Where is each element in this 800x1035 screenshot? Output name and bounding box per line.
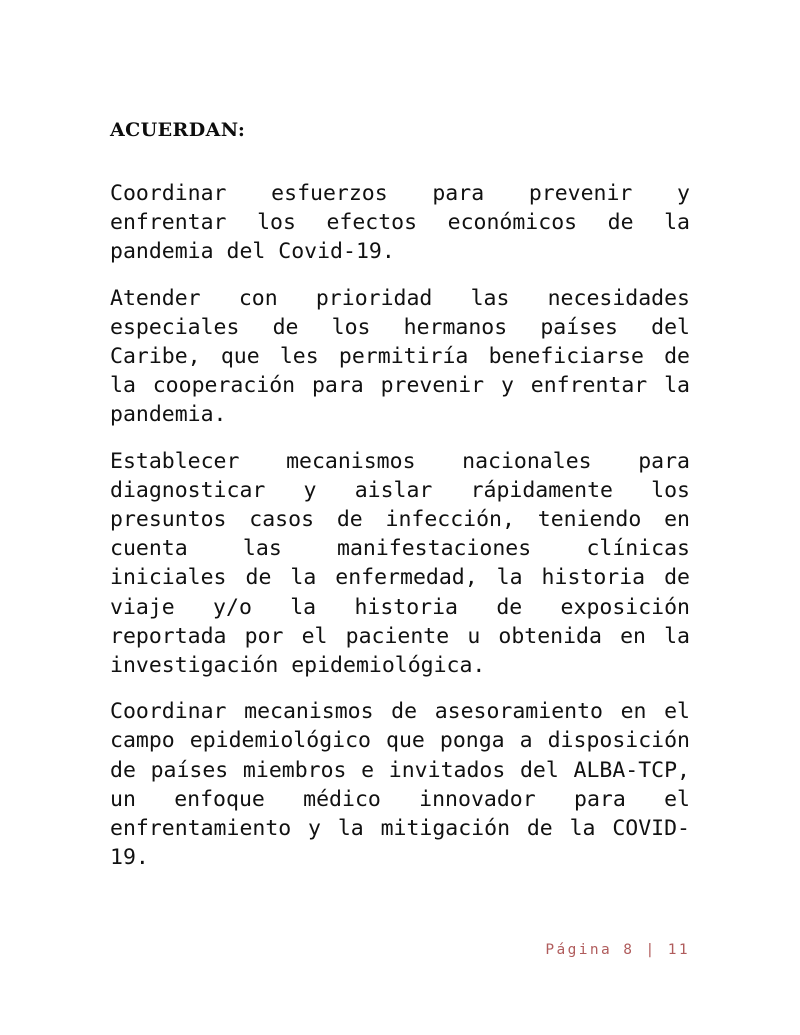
page-number-footer: Página 8 | 11 xyxy=(545,942,690,958)
page-title: ACUERDAN: xyxy=(110,119,246,141)
paragraph-4: Coordinar mecanismos de asesoramiento en el campo epidemiológico que ponga a disposición de países miembros e invitados del ALBA-TCP, un enfoque médico innovador para el enfrentamiento y la mitigación de la COVID-19. xyxy=(110,699,690,871)
paragraph-1: Coordinar esfuerzos para prevenir y enfrentar los efectos económicos de la pandemia del Covid-19. xyxy=(110,181,690,265)
document-body xyxy=(110,118,690,872)
paragraph-2: Atender con prioridad las necesidades especiales de los hermanos países del Caribe, que les permitiría beneficiarse de la cooperación para prevenir y enfrentar la pandemia. xyxy=(110,285,690,428)
paragraph-3: Establecer mecanismos nacionales para diagnosticar y aislar rápidamente los presuntos casos de infección, teniendo en cuenta las manifestaciones clínicas iniciales de la enfermedad, la historia de viaje y/o la historia de exposición reportada por el paciente u obtenida en la investigación epidemiológica. xyxy=(110,448,690,679)
